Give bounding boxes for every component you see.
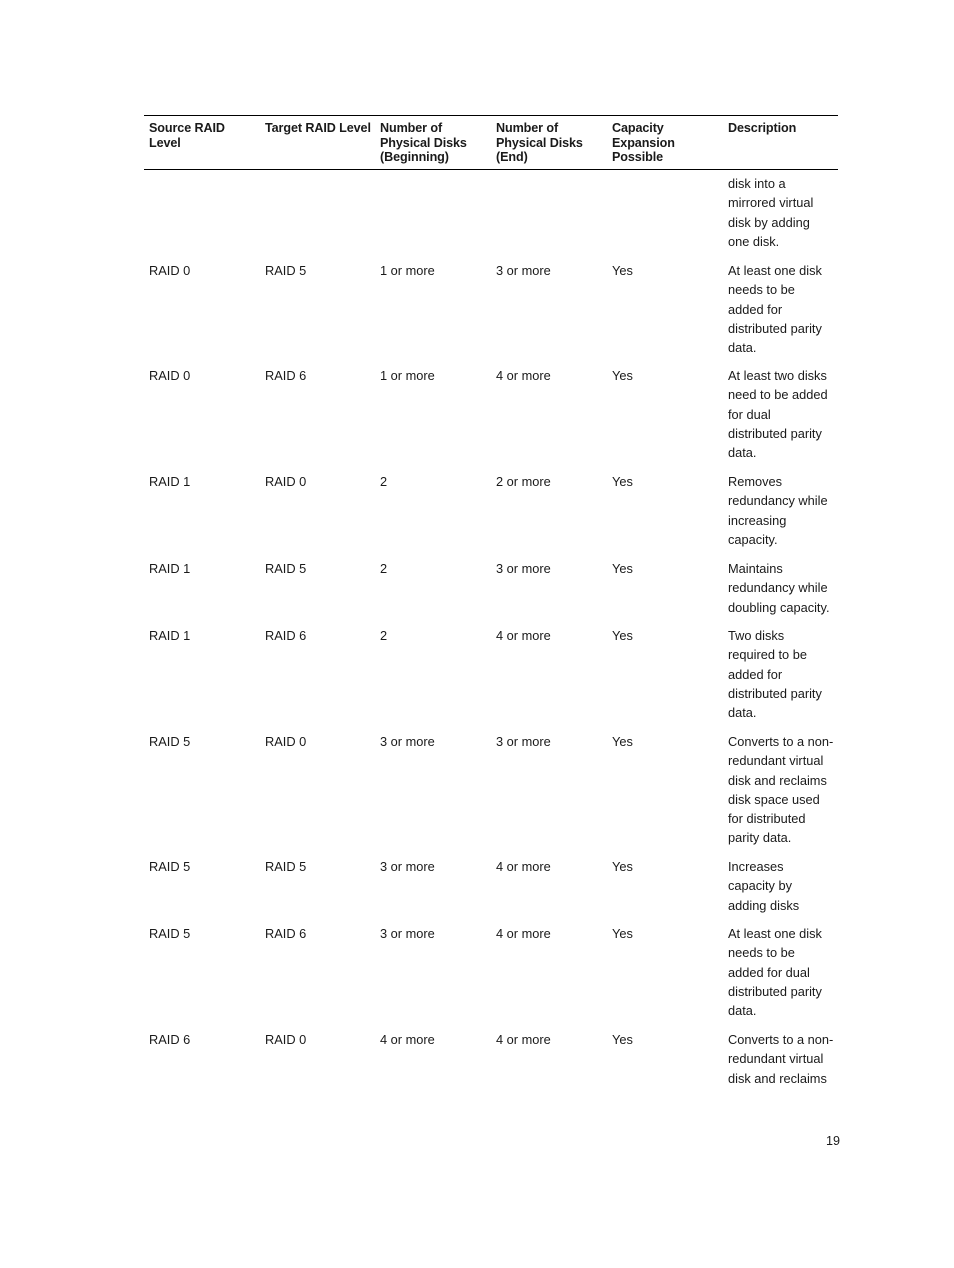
cell-capacity-expansion: Yes bbox=[612, 1032, 633, 1047]
cell-description: Converts to a non- redundant virtual disk and reclaims bbox=[728, 1032, 834, 1086]
cell-capacity-expansion: Yes bbox=[612, 263, 633, 278]
cell-description: Converts to a non- redundant virtual disk and reclaims disk space used for distributed parity data. bbox=[728, 734, 834, 846]
cell-target-raid: RAID 6 bbox=[265, 368, 307, 383]
header-target-raid-level: Target RAID Level bbox=[265, 121, 371, 135]
cell-disks-end: 4 or more bbox=[496, 859, 551, 874]
cell-source-raid: RAID 0 bbox=[149, 263, 191, 278]
cell-target-raid: RAID 6 bbox=[265, 628, 307, 643]
table-top-rule bbox=[144, 115, 838, 116]
cell-disks-end: 3 or more bbox=[496, 263, 551, 278]
cell-capacity-expansion: Yes bbox=[612, 561, 633, 576]
cell-capacity-expansion: Yes bbox=[612, 859, 633, 874]
header-description: Description bbox=[728, 121, 797, 135]
cell-disks-end: 2 or more bbox=[496, 474, 551, 489]
cell-source-raid: RAID 0 bbox=[149, 368, 191, 383]
cell-capacity-expansion: Yes bbox=[612, 734, 633, 749]
cell-source-raid: RAID 5 bbox=[149, 926, 191, 941]
cell-disks-beginning: 2 bbox=[380, 561, 388, 576]
cell-description: At least one disk needs to be added for dual distributed parity data. bbox=[728, 926, 822, 1019]
cell-description: Two disks required to be added for distributed parity data. bbox=[728, 628, 822, 721]
cell-capacity-expansion: Yes bbox=[612, 368, 633, 383]
cell-target-raid: RAID 0 bbox=[265, 474, 307, 489]
cell-disks-end: 4 or more bbox=[496, 926, 551, 941]
cell-disks-end: 4 or more bbox=[496, 368, 551, 383]
cell-target-raid: RAID 5 bbox=[265, 263, 307, 278]
cell-disks-beginning: 4 or more bbox=[380, 1032, 435, 1047]
header-capacity-expansion: Capacity Expansion Possible bbox=[612, 121, 675, 164]
cell-description: disk into a mirrored virtual disk by adding one disk. bbox=[728, 176, 814, 249]
header-source-raid-level: Source RAID Level bbox=[149, 121, 225, 150]
cell-description: Removes redundancy while increasing capacity. bbox=[728, 474, 828, 547]
cell-target-raid: RAID 5 bbox=[265, 859, 307, 874]
cell-source-raid: RAID 1 bbox=[149, 561, 191, 576]
table-header-row bbox=[149, 121, 839, 167]
cell-target-raid: RAID 5 bbox=[265, 561, 307, 576]
cell-capacity-expansion: Yes bbox=[612, 926, 633, 941]
cell-disks-end: 3 or more bbox=[496, 734, 551, 749]
page-number: 19 bbox=[825, 1134, 840, 1148]
cell-source-raid: RAID 6 bbox=[149, 1032, 191, 1047]
cell-target-raid: RAID 0 bbox=[265, 734, 307, 749]
cell-disks-end: 4 or more bbox=[496, 628, 551, 643]
cell-source-raid: RAID 1 bbox=[149, 628, 191, 643]
header-disks-end: Number of Physical Disks (End) bbox=[496, 121, 583, 164]
cell-disks-beginning: 2 bbox=[380, 474, 388, 489]
cell-description: Maintains redundancy while doubling capacity. bbox=[728, 561, 830, 615]
cell-disks-beginning: 1 or more bbox=[380, 368, 435, 383]
header-disks-beginning: Number of Physical Disks (Beginning) bbox=[380, 121, 467, 164]
cell-disks-end: 4 or more bbox=[496, 1032, 551, 1047]
cell-disks-beginning: 2 bbox=[380, 628, 388, 643]
cell-disks-beginning: 3 or more bbox=[380, 859, 435, 874]
cell-capacity-expansion: Yes bbox=[612, 628, 633, 643]
cell-source-raid: RAID 1 bbox=[149, 474, 191, 489]
cell-disks-beginning: 3 or more bbox=[380, 926, 435, 941]
cell-disks-end: 3 or more bbox=[496, 561, 551, 576]
cell-disks-beginning: 1 or more bbox=[380, 263, 435, 278]
table-header-rule bbox=[144, 169, 838, 170]
cell-disks-beginning: 3 or more bbox=[380, 734, 435, 749]
cell-description: At least two disks need to be added for dual distributed parity data. bbox=[728, 368, 828, 461]
cell-source-raid: RAID 5 bbox=[149, 859, 191, 874]
cell-target-raid: RAID 6 bbox=[265, 926, 307, 941]
cell-capacity-expansion: Yes bbox=[612, 474, 633, 489]
cell-description: Increases capacity by adding disks bbox=[728, 859, 800, 913]
cell-target-raid: RAID 0 bbox=[265, 1032, 307, 1047]
cell-source-raid: RAID 5 bbox=[149, 734, 191, 749]
cell-description: At least one disk needs to be added for distributed parity data. bbox=[728, 263, 822, 356]
